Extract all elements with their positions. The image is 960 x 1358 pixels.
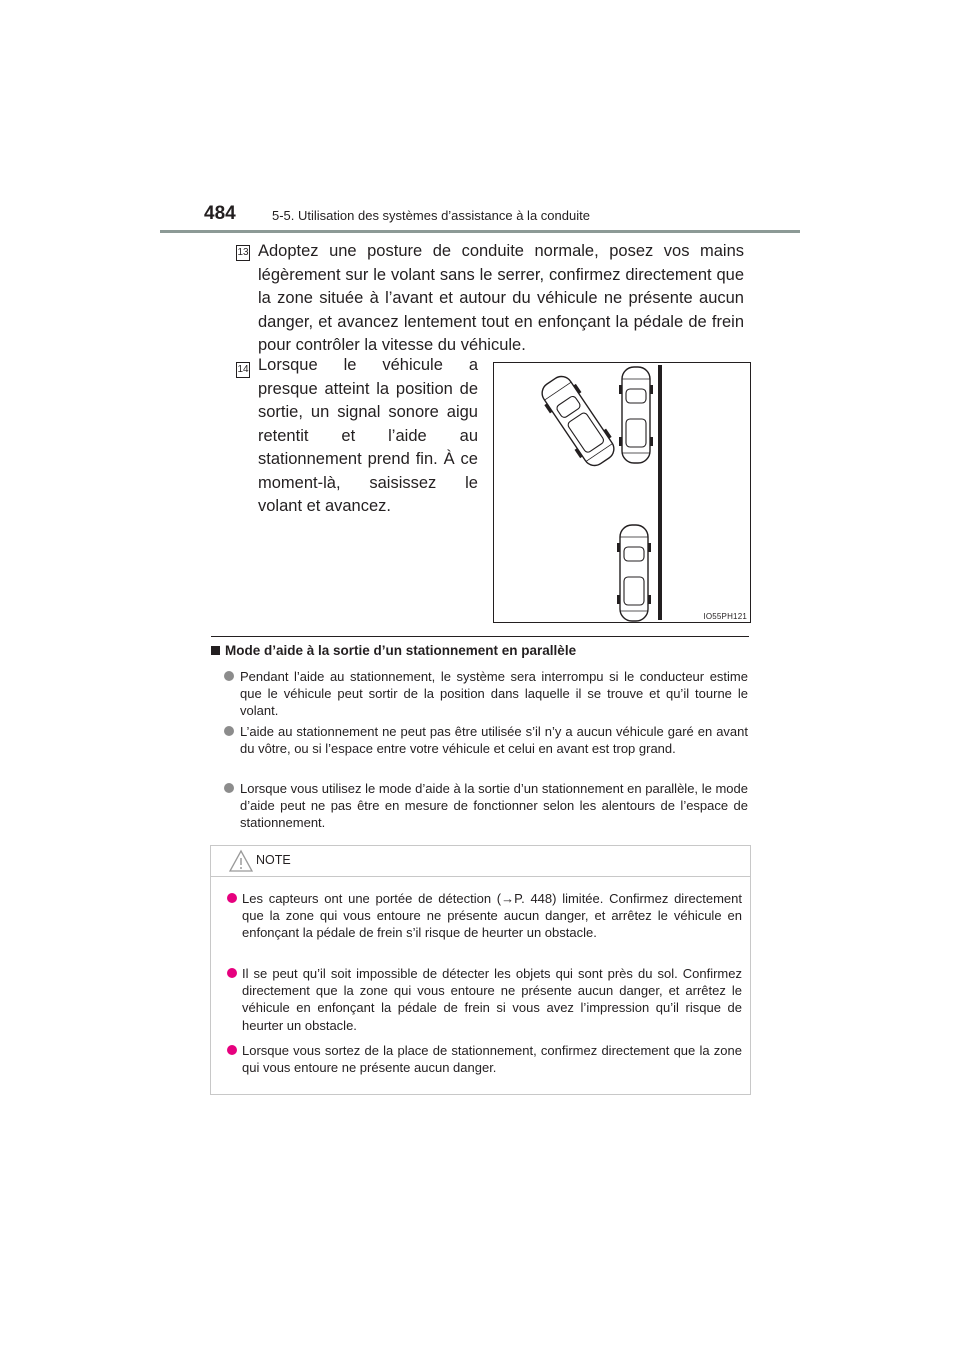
step-13-number: 13: [236, 245, 250, 261]
bullet-icon: [227, 893, 237, 903]
note-item: [227, 890, 742, 942]
section-rule: [211, 636, 749, 637]
page-number: 484: [204, 203, 236, 224]
bullet-icon: [224, 783, 234, 793]
page-header: [160, 203, 800, 235]
parked-car-front: [619, 367, 653, 463]
step-13-text: Adoptez une posture de conduite normale, posez vos mains légèrement sur le volant sans le serrer, confirmez directement que la zone située à l’avant et autour du véhicule ne présente aucun danger, et avancez lentement tout en enfonçant la pédale de frein pour contrôler la vitesse du véhicule.: [258, 242, 744, 354]
bullet-icon: [227, 1045, 237, 1055]
note-item: [227, 1042, 742, 1076]
note-label: NOTE: [256, 853, 291, 867]
bullet-icon: [224, 726, 234, 736]
note-box: [210, 845, 751, 1095]
figure-code: IO55PH121: [703, 612, 747, 621]
section-title: 5-5. Utilisation des systèmes d’assistance à la conduite: [272, 208, 590, 223]
note-header: [211, 846, 750, 877]
note-item-text: Lorsque vous sortez de la place de stationnement, confirmez directement que la zone qui vous entoure ne présente aucun danger.: [242, 1043, 742, 1076]
list-item-text: L’aide au stationnement ne peut pas être utilisée s’il n’y a aucun véhicule garé en avant du vôtre, ou si l’espace entre votre véhicule et celui en avant est trop grand.: [240, 724, 748, 757]
bullet-icon: [224, 671, 234, 681]
note-item: [227, 965, 742, 1034]
list-item: [226, 780, 748, 832]
warning-icon: [228, 849, 254, 873]
bullet-icon: [227, 968, 237, 978]
step-14-text: Lorsque le véhicule a presque atteint la position de sortie, un signal sonore aigu retentit et l’aide au stationnement prend fin. À ce moment-là, saisissez le volant et avancez.: [258, 356, 478, 515]
list-item-text: Pendant l’aide au stationnement, le système sera interrompu si le conducteur estime que le véhicule peut sortir de la position dans laquelle il se trouve et qu’il tourne le volant.: [240, 669, 748, 719]
header-rule: [160, 230, 800, 233]
list-item: [226, 723, 748, 757]
parking-exit-illustration: [493, 362, 751, 623]
exiting-car: [535, 371, 620, 472]
parking-diagram: [494, 363, 750, 622]
section-heading-text: Mode d’aide à la sortie d’un stationnement en parallèle: [225, 643, 577, 658]
parked-car-rear: [617, 525, 651, 621]
note-item-text: Les capteurs ont une portée de détection (→P. 448) limitée. Confirmez directement que la zone qui vous entoure ne présente aucun danger, et arrêtez le véhicule en enfonçant la pédale de frein s’il risque de heurter un obstacle.: [242, 891, 742, 941]
section-heading: [211, 643, 576, 658]
square-bullet-icon: [211, 646, 220, 655]
step-14-number: 14: [236, 362, 250, 378]
curb-line: [658, 365, 662, 620]
list-item-text: Lorsque vous utilisez le mode d’aide à la sortie d’un stationnement en parallèle, le mode d’aide peut ne pas être en mesure de fonctionner selon les alentours de l’espace de stationnement.: [240, 781, 748, 831]
list-item: [226, 668, 748, 720]
note-item-text: Il se peut qu’il soit impossible de détecter les objets qui sont près du sol. Confirmez directement que la zone qui vous entoure ne présente aucun danger, et arrêtez le véhicule en enfonçant la pédale de frein si vous avez l’impression qu’il risque de heurter un obstacle.: [242, 966, 742, 1033]
